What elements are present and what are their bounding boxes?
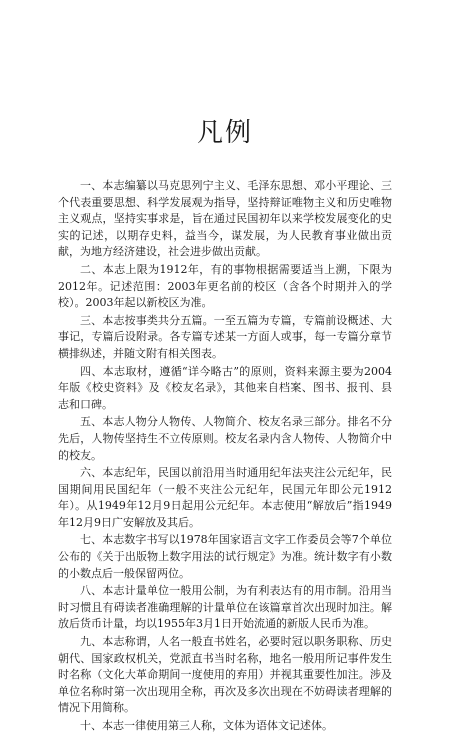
paragraph-4: 四、本志取材，遵循“详今略古”的原则，资料来源主要为2004年版《校史资料》及《校友名录》，其他来自档案、图书、报刊、县志和口碑。 [58,364,392,411]
paragraph-7: 七、本志数字书写以1978年国家语言文字工作委员会等7个单位公布的《关于出版物上数字用法的试行规定》为准。统计数字有小数的小数点后一般保留两位。 [58,533,392,580]
paragraph-8: 八、本志计量单位一般用公制，为有利表达有的用市制。沿用当时习惯且有碍读者准确理解的计量单位在该篇章首次出现时加注。解放后货币计量，均以1955年3月1日开始流通的新版人民币为准。 [58,584,392,631]
paragraph-3: 三、本志按事类共分五篇。一至五篇为专篇，专篇前设概述、大事记，专篇后设附录。各专篇专述某一方面人或事，每一专篇分章节横排纵述，并随文附有相关图表。 [58,313,392,360]
paragraph-5: 五、本志人物分人物传、人物简介、校友名录三部分。排名不分先后，人物传坚持生不立传原则。校友名录内含人物传、人物简介中的校友。 [58,415,392,462]
body-text [58,178,392,736]
paragraph-10: 十、本志一律使用第三人称，文体为语体文记述体。 [80,719,333,732]
paragraph-1: 一、本志编纂以马克思列宁主义、毛泽东思想、邓小平理论、三个代表重要思想、科学发展观为指导，坚持辩证唯物主义和历史唯物主义观点，坚持实事求是，旨在通过民国初年以来学校发展变化的史实的记述，以期存史料，益当今，谋发展，为人民教育事业做出贡献，为地方经济建设，社会进步做出贡献。 [58,179,392,259]
paragraph-2: 二、本志上限为1912年，有的事物根据需要适当上溯，下限为2012年。记述范围：2003年更名前的校区（含各个时期并入的学校）。2003年起以新校区为准。 [58,262,392,310]
page-title: 凡例 [196,118,253,148]
paragraph-6: 六、本志纪年，民国以前沿用当时通用纪年法夹注公元纪年，民国期间用民国纪年（一般不夹注公元纪年，民国元年即公元1912年）。从1949年12月9日起用公元纪年。本志使用“解放后”指1949年12月9日广安解放及其后。 [58,466,392,529]
paragraph-9: 九、本志称谓，人名一般直书姓名，必要时冠以职务职称、历史朝代、国家政权机关，党派直书当时名称，地名一般用所记事件发生时名称（文化大革命期间一度使用的弃用）并视其重要性加注。涉及单位名称时第一次出现用全称，再次及多次出现在不妨碍读者理解的情况下用简称。 [58,635,392,715]
